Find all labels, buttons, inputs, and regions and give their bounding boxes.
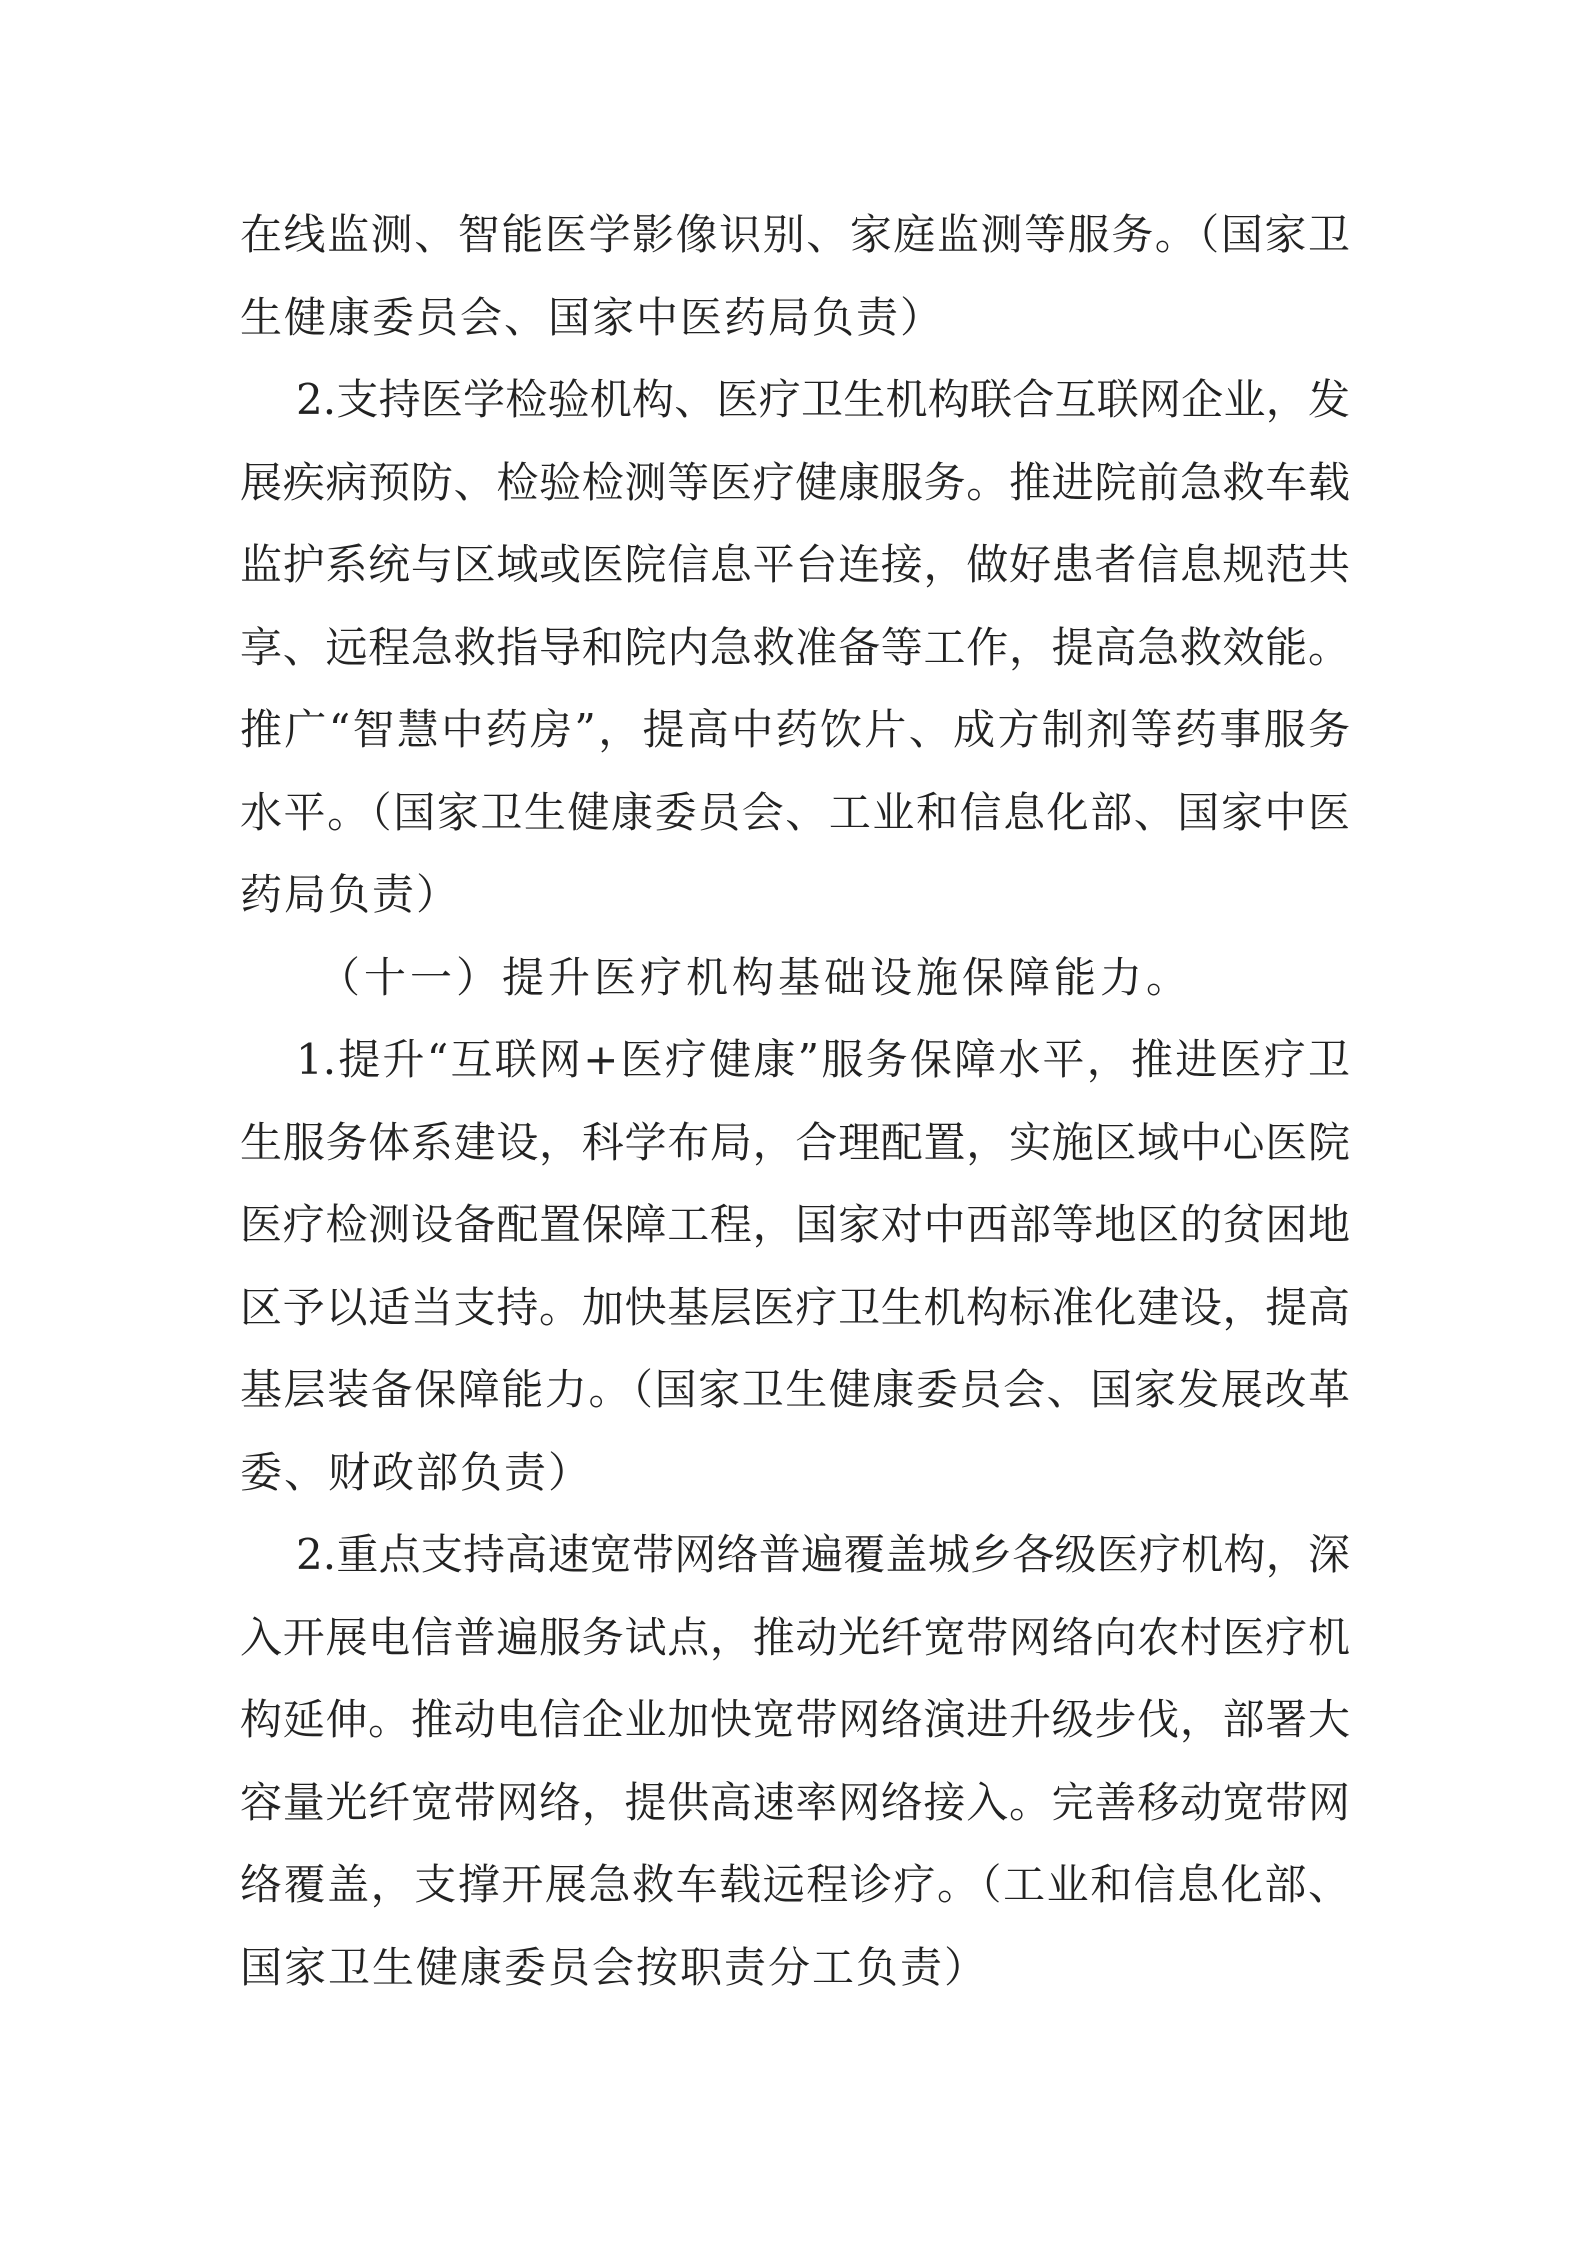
text-line-4: 展疾病预防、检验检测等医疗健康服务。推进院前急救车载 — [240, 458, 1350, 507]
paragraph-2b-start: 2.重点支持高速宽带网络普遍覆盖城乡各级医疗机构，深 — [296, 1530, 1350, 1579]
text-line-22: 国家卫生健康委员会按职责分工负责） — [240, 1943, 989, 1992]
text-line-12: 生服务体系建设，科学布局，合理配置，实施区域中心医院 — [240, 1118, 1350, 1167]
text-line-6: 享、远程急救指导和院内急救准备等工作，提高急救效能。 — [240, 623, 1350, 672]
paragraph-1-start: 1.提升“互联网+医疗健康”服务保障水平，推进医疗卫 — [296, 1035, 1350, 1084]
paragraph-2-start: 2.支持医学检验机构、医疗卫生机构联合互联网企业，发 — [296, 375, 1350, 424]
text-line-20: 容量光纤宽带网络，提供高速率网络接入。完善移动宽带网 — [240, 1778, 1350, 1827]
text-line-19: 构延伸。推动电信企业加快宽带网络演进升级步伐，部署大 — [240, 1695, 1350, 1744]
text-line-7: 推广“智慧中药房”，提高中药饮片、成方制剂等药事服务 — [240, 705, 1350, 754]
text-line-5: 监护系统与区域或医院信息平台连接，做好患者信息规范共 — [240, 540, 1350, 589]
text-line-21: 络覆盖，支撑开展急救车载远程诊疗。（工业和信息化部、 — [240, 1860, 1350, 1909]
text-line-15: 基层装备保障能力。（国家卫生健康委员会、国家发展改革 — [240, 1365, 1350, 1414]
text-line-18: 入开展电信普遍服务试点，推动光纤宽带网络向农村医疗机 — [240, 1613, 1350, 1662]
text-line-16: 委、财政部负责） — [240, 1448, 593, 1497]
text-line-13: 医疗检测设备配置保障工程，国家对中西部等地区的贫困地 — [240, 1200, 1350, 1249]
section-heading: （十一）提升医疗机构基础设施保障能力。 — [318, 953, 1193, 1002]
text-line-9: 药局负责） — [240, 870, 461, 919]
text-line-2: 生健康委员会、国家中医药局负责） — [240, 293, 945, 342]
text-line-14: 区予以适当支持。加快基层医疗卫生机构标准化建设，提高 — [240, 1283, 1350, 1332]
text-line-8: 水平。（国家卫生健康委员会、工业和信息化部、国家中医 — [240, 788, 1350, 837]
text-line-1: 在线监测、智能医学影像识别、家庭监测等服务。（国家卫 — [240, 210, 1350, 259]
